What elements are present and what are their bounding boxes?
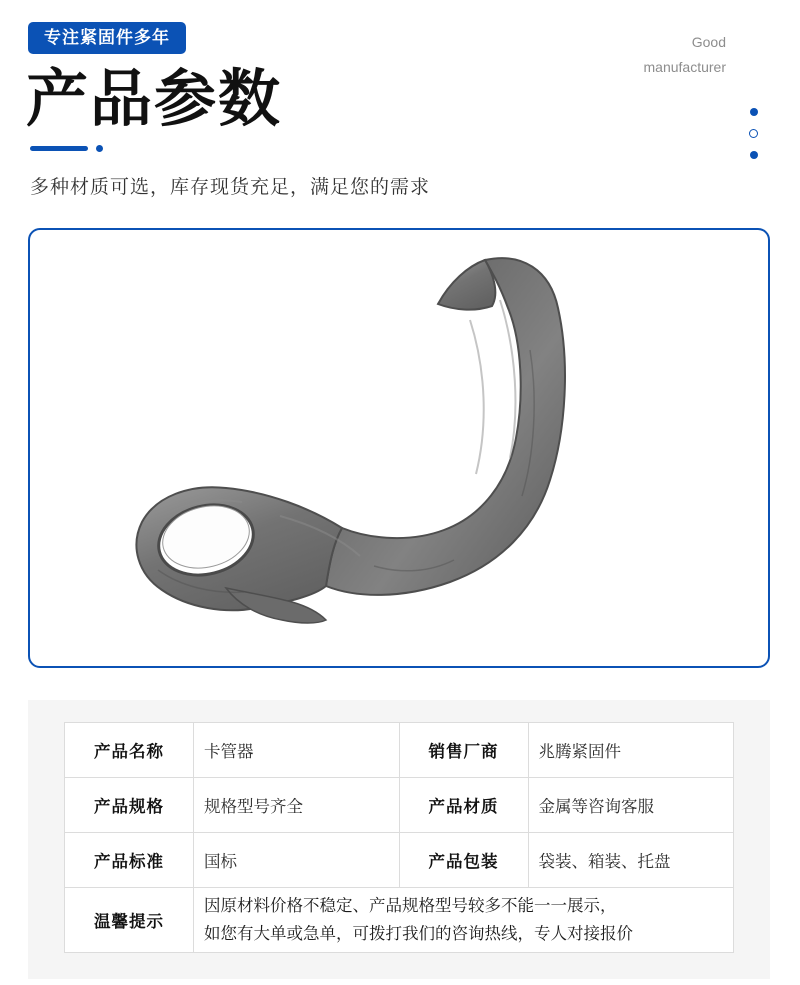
spec-key-packaging: 产品包装 <box>399 833 528 888</box>
spec-value-vendor: 兆腾紧固件 <box>528 723 734 778</box>
spec-value-product-name: 卡管器 <box>194 723 400 778</box>
page-title: 产品参数 <box>26 62 283 135</box>
spec-key-material: 产品材质 <box>399 778 528 833</box>
dot-hollow-middle <box>749 129 758 138</box>
product-image-panel <box>28 228 770 668</box>
table-row-note <box>65 888 734 953</box>
table-row <box>65 723 734 778</box>
decorative-dot-column <box>749 108 758 159</box>
spec-key-specification: 产品规格 <box>65 778 194 833</box>
page-subtitle: 多种材质可选，库存现货充足，满足您的需求 <box>30 177 431 199</box>
english-caption <box>596 30 726 80</box>
spec-value-note <box>194 888 734 953</box>
table-row <box>65 833 734 888</box>
metal-clamp-part-icon <box>30 230 768 666</box>
spec-value-standard: 国标 <box>194 833 400 888</box>
spec-key-vendor: 销售厂商 <box>399 723 528 778</box>
underline-dot <box>96 145 103 152</box>
spec-key-note: 温馨提示 <box>65 888 194 953</box>
page-header <box>0 0 800 199</box>
note-line-2: 如您有大单或急单，可拨打我们的咨询热线，专人对接报价 <box>204 925 633 944</box>
underline-bar <box>30 146 88 151</box>
spec-key-product-name: 产品名称 <box>65 723 194 778</box>
title-underline <box>30 145 800 152</box>
spec-value-material: 金属等咨询客服 <box>528 778 734 833</box>
spec-table <box>64 722 734 953</box>
spec-key-standard: 产品标准 <box>65 833 194 888</box>
dot-filled-bottom <box>750 151 758 159</box>
dot-filled-top <box>750 108 758 116</box>
note-line-1: 因原材料价格不稳定、产品规格型号较多不能一一展示， <box>204 897 617 915</box>
spec-value-specification: 规格型号齐全 <box>194 778 400 833</box>
english-caption-line1: Good <box>691 34 726 50</box>
table-row <box>65 778 734 833</box>
spec-table-container <box>28 700 770 979</box>
english-caption-line2: manufacturer <box>643 59 726 76</box>
spec-value-packaging: 袋装、箱装、托盘 <box>528 833 734 888</box>
header-badge: 专注紧固件多年 <box>28 22 186 54</box>
